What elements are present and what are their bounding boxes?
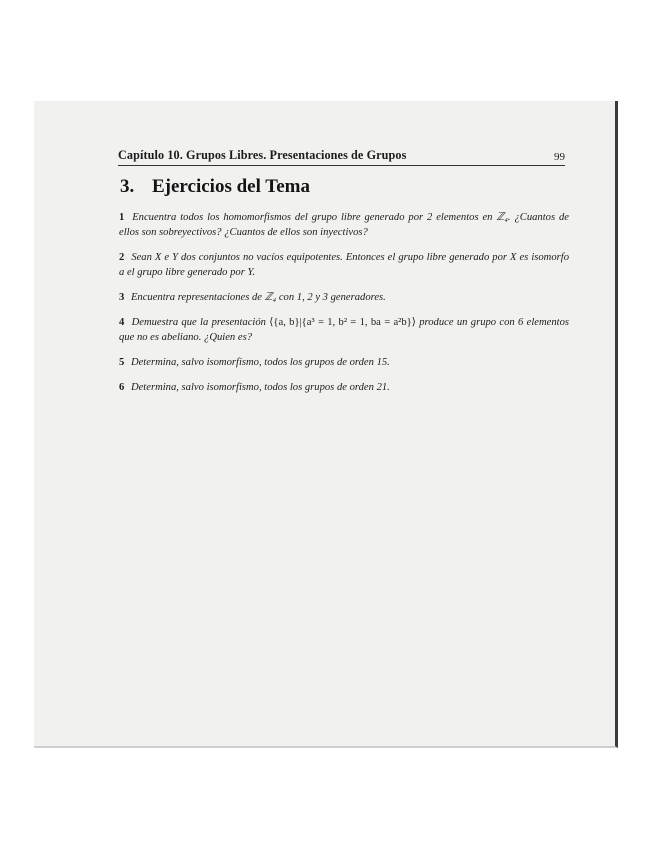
section-title: Ejercicios del Tema	[152, 176, 310, 197]
section-number: 3.	[120, 176, 135, 197]
exercise-1	[119, 210, 569, 240]
exercise-number: 4	[119, 317, 125, 328]
exercise-text: Determina, salvo isomorfismo, todos los grupos de orden 21.	[130, 382, 390, 393]
exercise-text: Encuentra representaciones de ℤ₄ con 1, 2 y 3 generadores.	[130, 292, 386, 303]
exercise-text: Encuentra todos los homomorfismos del grupo libre generado por 2 elementos en ℤ₄. ¿Cuantos de ellos son sobreyectivos? ¿Cuantos de ellos son inyectivos?	[119, 212, 569, 238]
exercise-text: Sean X e Y dos conjuntos no vacíos equipotentes. Entonces el grupo libre generado por X es isomorfo a el grupo libre generado por Y.	[119, 252, 569, 278]
exercise-number: 6	[119, 382, 125, 393]
exercise-number: 3	[119, 292, 125, 303]
exercise-3	[119, 290, 569, 305]
page-number: 99	[554, 151, 565, 163]
exercise-list	[119, 210, 569, 405]
scanned-page	[34, 101, 618, 748]
exercise-5	[119, 355, 569, 370]
exercise-number: 1	[119, 212, 125, 223]
exercise-text-after: produce un grupo con 6 elementos que no es abeliano. ¿Quien es?	[119, 317, 569, 343]
exercise-text-before: Demuestra que la presentación	[131, 317, 266, 328]
presentation-formula: ⟨{a, b}|{a³ = 1, b² = 1, ba = a²b}⟩	[269, 317, 416, 328]
exercise-text: Determina, salvo isomorfismo, todos los grupos de orden 15.	[130, 357, 390, 368]
exercise-4	[119, 315, 569, 345]
chapter-title: Capítulo 10. Grupos Libres. Presentaciones de Grupos	[118, 148, 407, 162]
exercise-6	[119, 380, 569, 395]
running-header	[118, 148, 565, 166]
exercise-2	[119, 250, 569, 280]
exercise-number: 5	[119, 357, 125, 368]
section-heading	[120, 176, 310, 198]
exercise-number: 2	[119, 252, 125, 263]
